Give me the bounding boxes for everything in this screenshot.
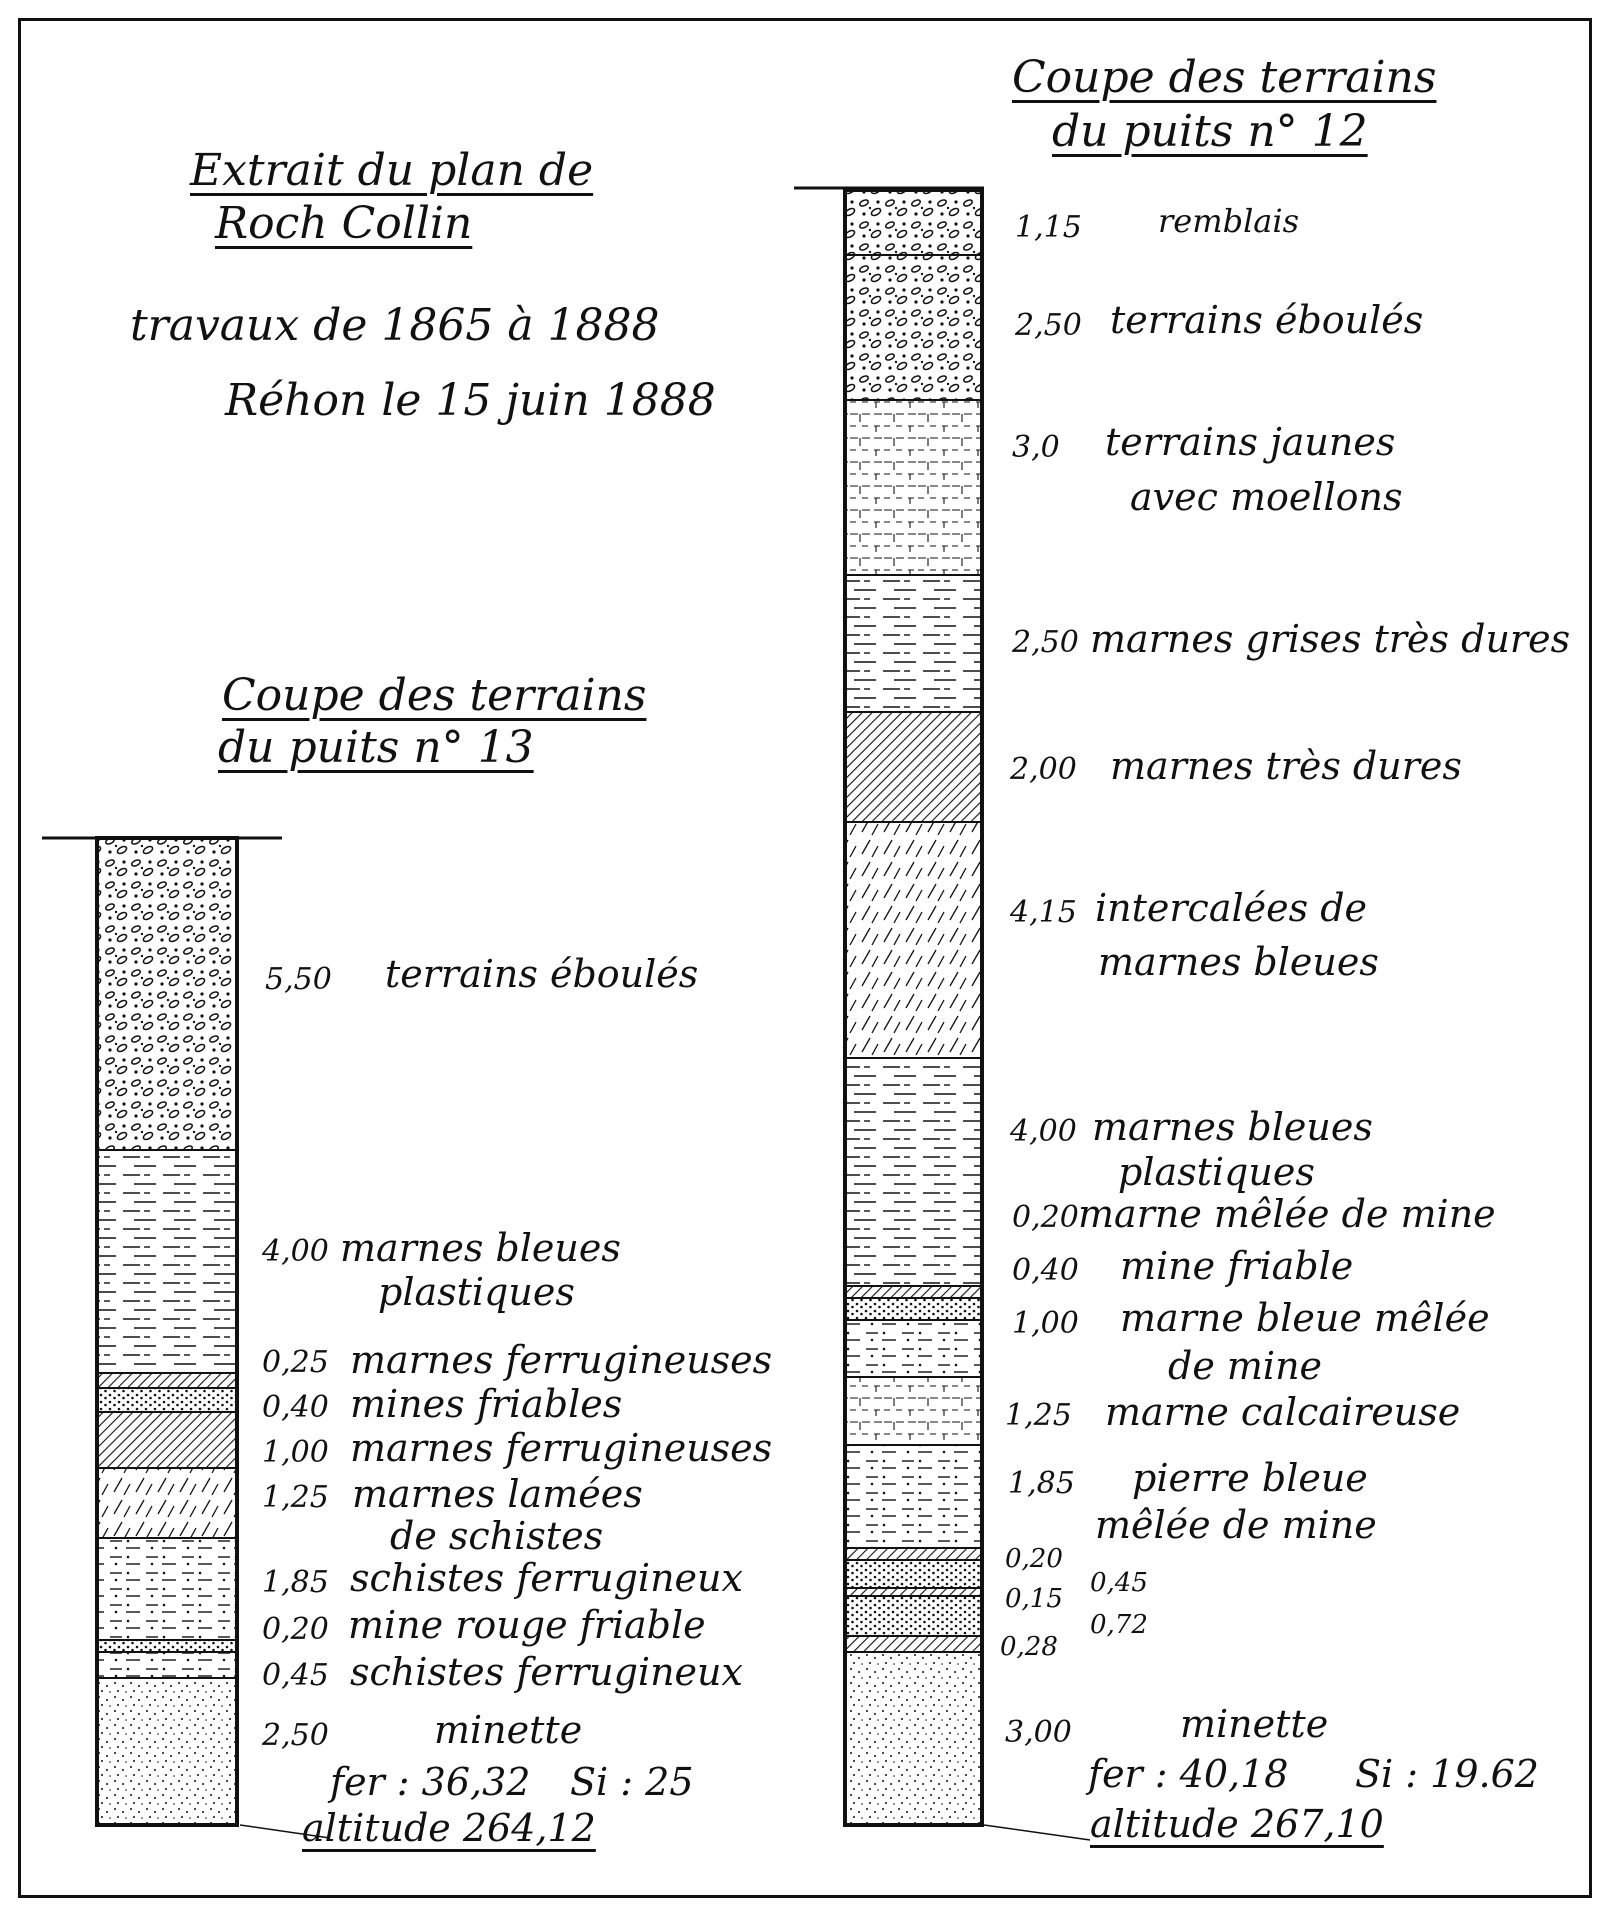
well12-thickness: 4,00 (1010, 1114, 1077, 1149)
well12-layer-8 (845, 1298, 982, 1320)
well13-thickness: 1,85 (262, 1565, 329, 1600)
well13-layer-label: marnes ferrugineuses (350, 1426, 773, 1470)
well12-thickness: 3,0 (1012, 430, 1060, 465)
well13-thickness: 0,25 (262, 1345, 329, 1380)
well12-layer-label: marne calcaireuse (1105, 1390, 1461, 1434)
well13-layer-1 (97, 1150, 237, 1373)
well13-layer-2 (97, 1373, 237, 1388)
well12-layer-label-cont: plastiques (1118, 1150, 1315, 1194)
well12-layer-13 (845, 1560, 982, 1588)
well12-layer-label: terrains jaunes (1105, 420, 1396, 464)
well12-layer-label: remblais (1158, 202, 1300, 240)
well12-layer-label: marnes grises très dures (1090, 617, 1571, 661)
well12-layer-12 (845, 1548, 982, 1560)
well13-title-line1: Coupe des terrains (222, 670, 647, 721)
well12-thickness: 1,00 (1012, 1306, 1079, 1341)
well13-title-line2: du puits n° 13 (218, 722, 534, 773)
well12-thickness: 0,40 (1012, 1253, 1079, 1288)
well12-thickness: 2,50 (1015, 308, 1082, 343)
well12-layer-label: mine friable (1120, 1244, 1354, 1288)
well12-silica-content: Si : 19.62 (1355, 1752, 1539, 1796)
well13-iron-content: fer : 36,32 (330, 1760, 531, 1804)
plan-title-line1: Extrait du plan de (190, 145, 594, 196)
well13-layer-label: minette (434, 1708, 583, 1752)
well13-thickness: 0,20 (262, 1612, 329, 1647)
well13-layer-9 (97, 1678, 237, 1825)
well13-layer-5 (97, 1468, 237, 1538)
well12-iron-content: fer : 40,18 (1088, 1752, 1289, 1796)
well12-thickness: 3,00 (1005, 1715, 1072, 1750)
well12-altitude: altitude 267,10 (1090, 1802, 1384, 1846)
well12-layer-label-cont: avec moellons (1130, 475, 1403, 519)
well12-thickness: 0,72 (1090, 1610, 1148, 1640)
well12-layer-label-cont: de mine (1168, 1344, 1323, 1388)
works-period: travaux de 1865 à 1888 (130, 300, 660, 351)
well13-layer-label: schistes ferrugineux (350, 1650, 743, 1694)
place-and-date: Réhon le 15 juin 1888 (225, 375, 716, 426)
well12-layer-label: marne bleue mêlée (1120, 1296, 1490, 1340)
well13-thickness: 5,50 (265, 962, 332, 997)
well12-layer-1 (845, 255, 982, 400)
well13-layer-3 (97, 1388, 237, 1412)
well12-thickness: 0,15 (1005, 1584, 1063, 1614)
well13-altitude: altitude 264,12 (302, 1806, 596, 1850)
well13-layer-8 (97, 1652, 237, 1678)
well12-title-line2: du puits n° 12 (1052, 106, 1368, 157)
well13-silica-content: Si : 25 (570, 1760, 694, 1804)
well13-layer-label: marnes bleues (340, 1226, 621, 1270)
well12-layer-14 (845, 1588, 982, 1596)
well12-thickness: 0,45 (1090, 1568, 1148, 1598)
well12-layer-label: minette (1180, 1702, 1329, 1746)
well12-layer-label: marnes très dures (1110, 744, 1462, 788)
well12-layer-4 (845, 712, 982, 822)
well12-thickness: 2,00 (1010, 752, 1077, 787)
well12-thickness: 4,15 (1010, 895, 1077, 930)
well12-layer-label: marnes bleues (1092, 1105, 1373, 1149)
well13-thickness: 0,40 (262, 1390, 329, 1425)
well12-layer-label-cont: marnes bleues (1098, 940, 1379, 984)
well13-thickness: 1,00 (262, 1435, 329, 1470)
well13-thickness: 4,00 (262, 1234, 329, 1269)
plan-title-line2: Roch Collin (215, 198, 473, 249)
well12-title-line1: Coupe des terrains (1012, 52, 1437, 103)
well12-layer-label: terrains éboulés (1110, 298, 1424, 342)
well12-thickness: 0,28 (1000, 1632, 1058, 1662)
well13-layer-0 (97, 838, 237, 1150)
well12-layer-label: intercalées de (1095, 886, 1368, 930)
well12-layer-label: pierre bleue (1132, 1456, 1368, 1500)
well13-layer-7 (97, 1640, 237, 1652)
well13-layer-label: mine rouge friable (348, 1603, 706, 1647)
well12-thickness: 1,25 (1005, 1398, 1072, 1433)
well12-thickness: 2,50 (1012, 625, 1079, 660)
well12-layer-0 (845, 190, 982, 255)
well13-layer-label: marnes lamées (352, 1472, 643, 1516)
well12-layer-15 (845, 1596, 982, 1636)
well13-thickness: 2,50 (262, 1718, 329, 1753)
well12-layer-2 (845, 400, 982, 575)
well13-thickness: 1,25 (262, 1480, 329, 1515)
well13-layer-label-cont: plastiques (378, 1270, 575, 1314)
well12-layer-16 (845, 1636, 982, 1652)
well13-layer-4 (97, 1412, 237, 1468)
well12-thickness: 1,85 (1008, 1466, 1075, 1501)
well12-layer-3 (845, 575, 982, 712)
well12-thickness: 1,15 (1015, 210, 1082, 245)
well12-layer-17 (845, 1652, 982, 1825)
well12-thickness: 0,20 (1005, 1544, 1063, 1574)
well13-layer-label-cont: de schistes (390, 1514, 604, 1558)
well12-layer-10 (845, 1377, 982, 1445)
well12-layer-5 (845, 822, 982, 1058)
well12-layer-11 (845, 1445, 982, 1548)
well13-layer-label: schistes ferrugineux (350, 1556, 743, 1600)
well13-layer-label: marnes ferrugineuses (350, 1338, 773, 1382)
well13-column (97, 838, 237, 1825)
well12-thickness: 0,20 (1012, 1200, 1079, 1235)
well13-layer-6 (97, 1538, 237, 1640)
well12-column (845, 190, 982, 1825)
well12-layer-9 (845, 1320, 982, 1377)
well13-layer-label: terrains éboulés (385, 952, 699, 996)
well12-layer-6 (845, 1058, 982, 1286)
well13-thickness: 0,45 (262, 1658, 329, 1693)
well12-layer-7 (845, 1286, 982, 1298)
well13-layer-label: mines friables (350, 1382, 623, 1426)
well12-layer-label-cont: mêlée de mine (1095, 1503, 1377, 1547)
well12-layer-label: marne mêlée de mine (1078, 1192, 1496, 1236)
